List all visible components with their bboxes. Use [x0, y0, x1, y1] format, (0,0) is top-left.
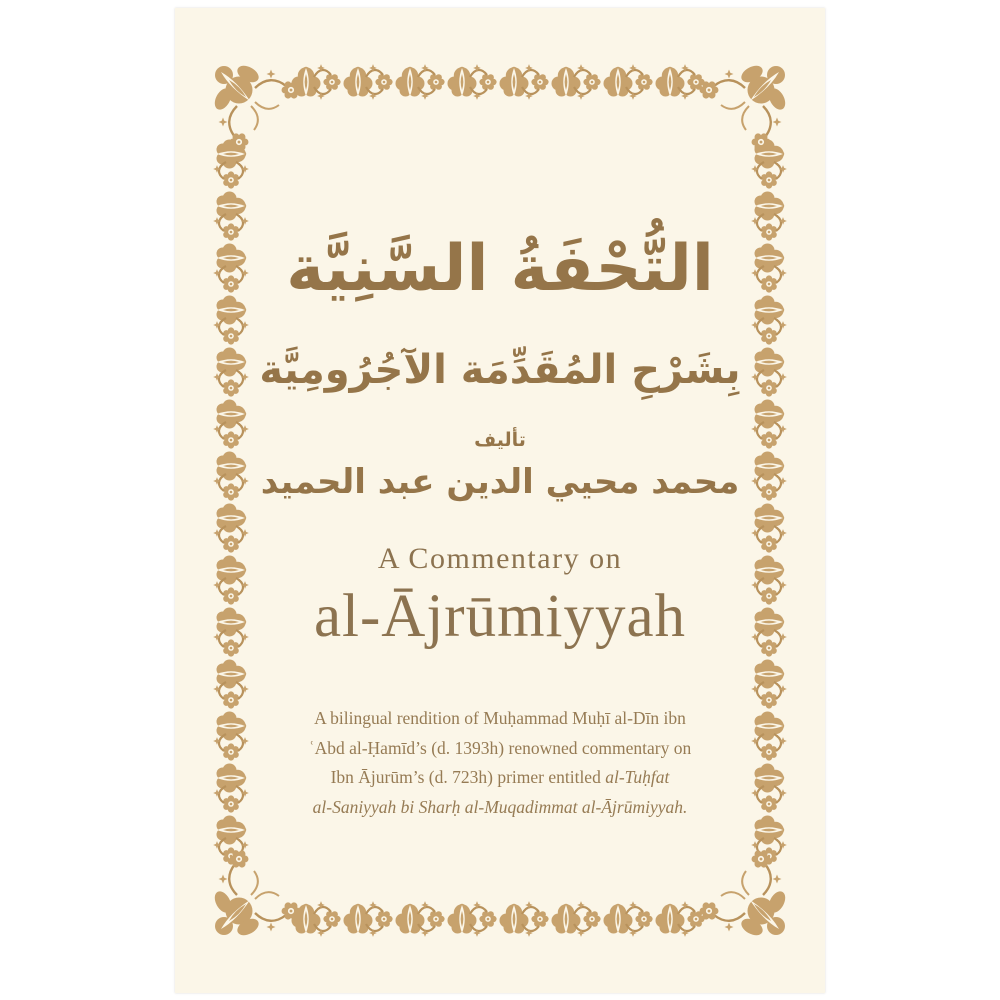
english-title-main: al-Ājrūmiyyah — [313, 583, 687, 650]
corner-flourish-bottom-right-icon — [700, 850, 789, 938]
description-line: al-Saniyyah bi Sharḥ al-Muqadimmat al-Ājrūmiyyah. — [312, 796, 688, 817]
arabic-title-line1: التُّحْفَةُ السَّنِيَّة — [286, 232, 714, 306]
corner-flourish-top-left-icon — [211, 62, 300, 150]
book-cover — [175, 8, 825, 993]
border-bottom-strip — [292, 901, 705, 937]
arabic-byline: تأليف — [474, 429, 526, 451]
english-title-prefix: A Commentary on — [377, 542, 623, 575]
corner-flourish-top-right-icon — [700, 62, 789, 150]
corner-flourish-bottom-left-icon — [211, 850, 300, 938]
arabic-author-name: محمد محيي الدين عبد الحميد — [260, 462, 740, 502]
border-top-strip — [292, 64, 705, 100]
arabic-title-line2: بِشَرْحِ المُقَدِّمَة الآجُرُومِيَّة — [259, 347, 741, 393]
description-line: Ibn Ājurūm’s (d. 723h) primer entitled al-Tuḥfat — [330, 767, 670, 787]
description-line: ʿAbd al-Ḥamīd’s (d. 1393h) renowned commentary on — [308, 737, 692, 758]
description-paragraph — [175, 704, 825, 822]
description-line: A bilingual rendition of Muḥammad Muḥī al-Dīn ibn — [314, 708, 686, 728]
